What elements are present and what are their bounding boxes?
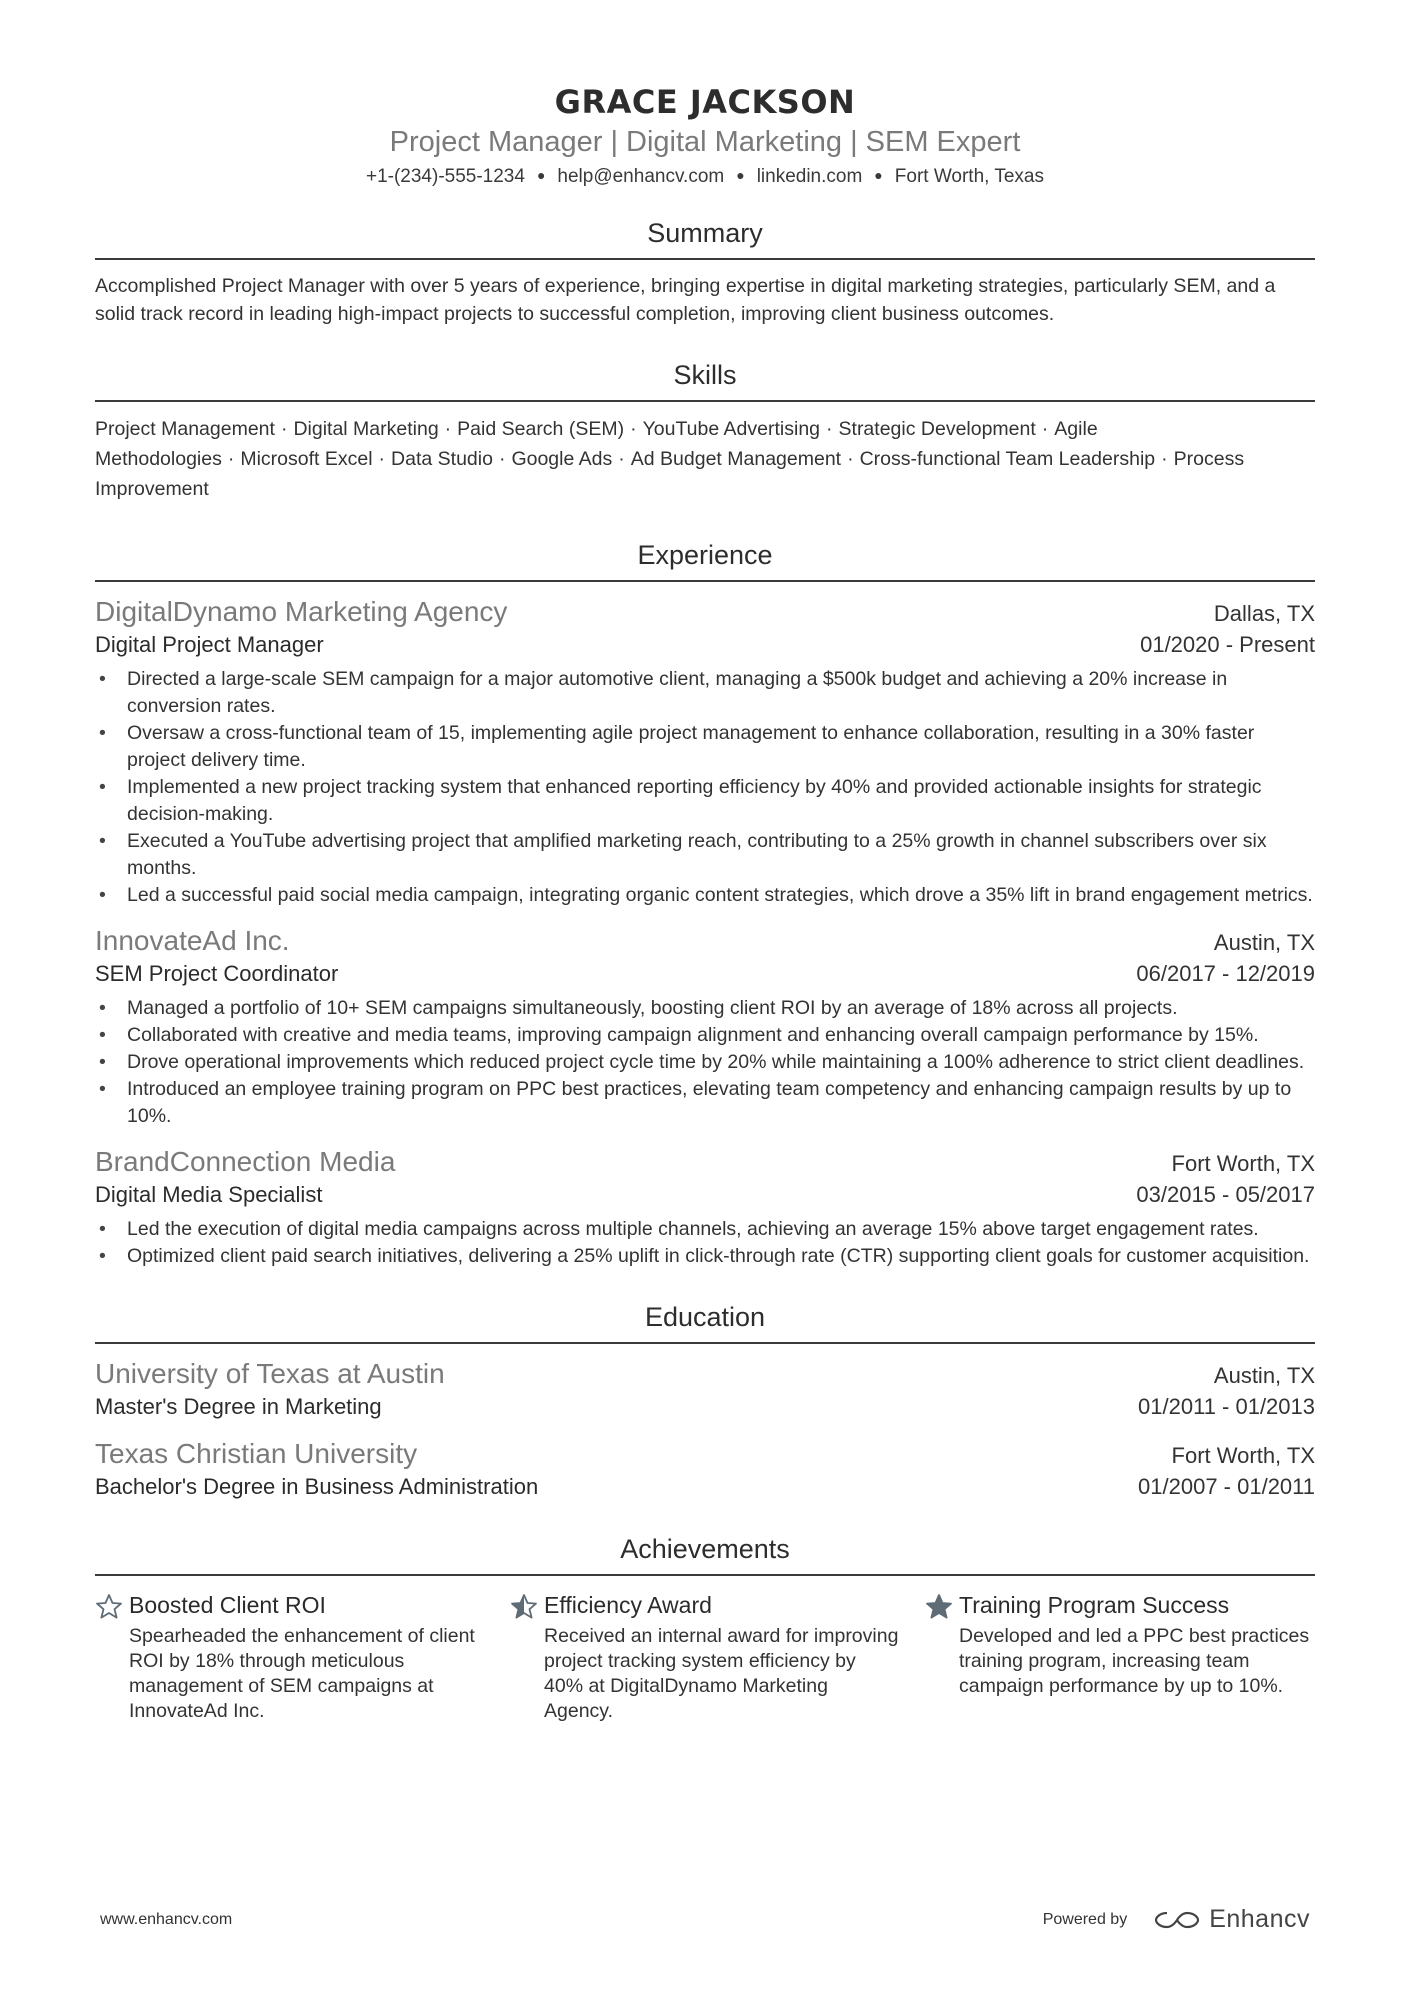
skills-section xyxy=(95,358,1315,504)
section-title-skills: Skills xyxy=(95,358,1315,402)
job-bullets xyxy=(95,666,1315,909)
job-dates: 01/2020 - Present xyxy=(1140,632,1315,657)
section-title-summary: Summary xyxy=(95,216,1315,260)
job-title: Digital Project Manager xyxy=(95,632,324,657)
experience-section xyxy=(95,538,1315,1270)
experience-role-row xyxy=(95,959,1315,989)
achievement-body xyxy=(959,1590,1315,1724)
school-name: Texas Christian University xyxy=(95,1438,418,1469)
job-location: Dallas, TX xyxy=(1213,601,1315,626)
degree-name: Master's Degree in Marketing xyxy=(95,1394,382,1419)
job-bullet: • Led the execution of digital media campaigns across multiple channels, achieving an average 15% above target engagement rates. xyxy=(95,1216,1315,1243)
powered-by-label: Powered by xyxy=(1042,1910,1128,1928)
bullet-separator: ● xyxy=(874,167,883,183)
job-dates: 06/2017 - 12/2019 xyxy=(1136,961,1315,986)
job-title: Digital Media Specialist xyxy=(95,1182,323,1207)
education-header-row xyxy=(95,1436,1315,1472)
company-name: BrandConnection Media xyxy=(95,1146,396,1177)
skill-item: Agile Methodologies xyxy=(95,418,1098,470)
page-footer xyxy=(100,1905,1310,1934)
skill-separator: · xyxy=(280,418,288,440)
contact-linkedin[interactable]: linkedin.com xyxy=(756,166,863,187)
contact-email[interactable]: help@enhancv.com xyxy=(557,166,725,187)
experience-entry xyxy=(95,1144,1315,1270)
education-degree-row xyxy=(95,1392,1315,1422)
skill-separator: · xyxy=(1041,418,1049,440)
skill-separator: · xyxy=(630,418,637,440)
resume-header xyxy=(95,0,1315,190)
experience-role-row xyxy=(95,630,1315,660)
footer-branding xyxy=(1043,1905,1310,1934)
achievement-item xyxy=(510,1590,900,1724)
summary-section xyxy=(95,216,1315,328)
job-dates: 03/2015 - 05/2017 xyxy=(1136,1182,1315,1207)
school-name: University of Texas at Austin xyxy=(95,1358,445,1389)
bullet-separator: ● xyxy=(536,167,546,183)
skill-item: Project Management xyxy=(95,418,275,440)
skill-item: Paid Search (SEM) xyxy=(457,418,625,440)
skill-item: YouTube Advertising xyxy=(642,418,821,440)
job-bullet: • Led a successful paid social media campaign, integrating organic content strategies, which drove a 35% lift in brand engagement metrics. xyxy=(95,882,1315,909)
experience-header-row xyxy=(95,594,1315,630)
school-location: Fort Worth, TX xyxy=(1171,1443,1315,1468)
bullet-separator: ● xyxy=(736,167,745,183)
education-header-row xyxy=(95,1356,1315,1392)
star-half-icon xyxy=(510,1590,544,1724)
job-bullet: • Directed a large-scale SEM campaign for a major automotive client, managing a $500k budget and achieving a 20% increase in conversion rates. xyxy=(95,666,1315,720)
enhancv-logo[interactable] xyxy=(1153,1905,1310,1934)
skill-item: Ad Budget Management xyxy=(630,448,842,470)
skill-item: Digital Marketing xyxy=(293,418,439,440)
job-title: SEM Project Coordinator xyxy=(95,961,339,986)
job-bullet: • Optimized client paid search initiatives, delivering a 25% uplift in click-through rate (CTR) supporting client goals for customer acquisition. xyxy=(95,1243,1315,1270)
achievement-title: Training Program Success xyxy=(959,1592,1230,1618)
skill-separator: · xyxy=(498,448,506,470)
skill-separator: · xyxy=(618,448,625,470)
section-title-achievements: Achievements xyxy=(95,1532,1315,1576)
achievement-body xyxy=(544,1590,900,1724)
education-dates: 01/2011 - 01/2013 xyxy=(1138,1394,1315,1419)
education-entry xyxy=(95,1356,1315,1422)
achievement-item xyxy=(925,1590,1315,1724)
skill-item: Cross-functional Team Leadership xyxy=(859,448,1156,470)
job-location: Fort Worth, TX xyxy=(1171,1151,1315,1176)
star-filled-icon xyxy=(925,1590,959,1724)
education-section xyxy=(95,1300,1315,1502)
job-bullet: • Drove operational improvements which reduced project cycle time by 20% while maintaining a 100% adherence to strict client deadlines. xyxy=(95,1049,1315,1076)
job-bullet: • Executed a YouTube advertising project that amplified marketing reach, contributing to a 25% growth in channel subscribers over six months. xyxy=(95,828,1315,882)
degree-name: Bachelor's Degree in Business Administration xyxy=(95,1474,539,1499)
contact-location: Fort Worth, Texas xyxy=(894,166,1045,187)
enhancv-logo-icon xyxy=(1153,1908,1201,1932)
achievement-title: Boosted Client ROI xyxy=(129,1592,326,1618)
footer-url[interactable]: www.enhancv.com xyxy=(100,1910,233,1928)
company-name: DigitalDynamo Marketing Agency xyxy=(95,596,508,627)
experience-header-row xyxy=(95,923,1315,959)
skill-separator: · xyxy=(378,448,386,470)
star-outline-icon xyxy=(95,1590,129,1724)
experience-role-row xyxy=(95,1180,1315,1210)
summary-text: Accomplished Project Manager with over 5 years of experience, bringing expertise in digital marketing strategies, particularly SEM, and a solid track record in leading high-impact projects to successful completion, improving client business outcomes. xyxy=(95,275,1276,325)
contact-line xyxy=(95,162,1315,190)
skill-item: Google Ads xyxy=(511,448,613,470)
skill-separator: · xyxy=(826,418,833,440)
education-list xyxy=(95,1356,1315,1502)
section-title-education: Education xyxy=(95,1300,1315,1344)
skill-item: Process Improvement xyxy=(95,448,1245,500)
experience-entry xyxy=(95,594,1315,909)
skill-separator: · xyxy=(847,448,854,470)
education-dates: 01/2007 - 01/2011 xyxy=(1138,1474,1315,1499)
skill-separator: · xyxy=(227,448,235,470)
skill-separator: · xyxy=(1161,448,1168,470)
company-name: InnovateAd Inc. xyxy=(95,925,290,956)
achievement-title: Efficiency Award xyxy=(544,1592,712,1618)
education-entry xyxy=(95,1436,1315,1502)
achievement-body xyxy=(129,1590,485,1724)
school-location: Austin, TX xyxy=(1213,1363,1315,1388)
experience-entry xyxy=(95,923,1315,1130)
candidate-name: GRACE JACKSON xyxy=(554,83,856,121)
achievement-description: Developed and led a PPC best practices training program, increasing team campaign performance by up to 10%. xyxy=(959,1625,1310,1697)
achievement-item xyxy=(95,1590,485,1724)
job-bullet: • Collaborated with creative and media teams, improving campaign alignment and enhancing overall campaign performance by 15%. xyxy=(95,1022,1315,1049)
achievements-section xyxy=(95,1532,1315,1724)
experience-header-row xyxy=(95,1144,1315,1180)
experience-list xyxy=(95,594,1315,1270)
job-bullet: • Introduced an employee training program on PPC best practices, elevating team competency and enhancing campaign results by up to 10%. xyxy=(95,1076,1315,1130)
job-bullet: • Managed a portfolio of 10+ SEM campaigns simultaneously, boosting client ROI by an average of 18% across all projects. xyxy=(95,995,1315,1022)
job-bullets xyxy=(95,1216,1315,1270)
skill-separator: · xyxy=(444,418,452,440)
skill-item: Data Studio xyxy=(391,448,493,470)
job-location: Austin, TX xyxy=(1213,930,1315,955)
achievements-list xyxy=(95,1590,1315,1724)
achievement-description: Spearheaded the enhancement of client ROI by 18% through meticulous management of SEM campaigns at InnovateAd Inc. xyxy=(129,1625,475,1722)
section-title-experience: Experience xyxy=(95,538,1315,582)
enhancv-brand-text: Enhancv xyxy=(1209,1905,1310,1933)
skill-item: Strategic Development xyxy=(838,418,1036,440)
achievement-description: Received an internal award for improving project tracking system efficiency by 40% at DigitalDynamo Marketing Agency. xyxy=(544,1625,899,1722)
contact-phone: +1-(234)-555-1234 xyxy=(365,166,525,187)
job-bullets xyxy=(95,995,1315,1130)
job-bullet: • Oversaw a cross-functional team of 15, implementing agile project management to enhance collaboration, resulting in a 30% faster project delivery time. xyxy=(95,720,1315,774)
education-degree-row xyxy=(95,1472,1315,1502)
job-bullet: • Implemented a new project tracking system that enhanced reporting efficiency by 40% and provided actionable insights for strategic decision-making. xyxy=(95,774,1315,828)
skills-list xyxy=(95,414,1315,504)
skill-item: Microsoft Excel xyxy=(240,448,373,470)
candidate-headline: Project Manager | Digital Marketing | SEM Expert xyxy=(389,126,1021,158)
